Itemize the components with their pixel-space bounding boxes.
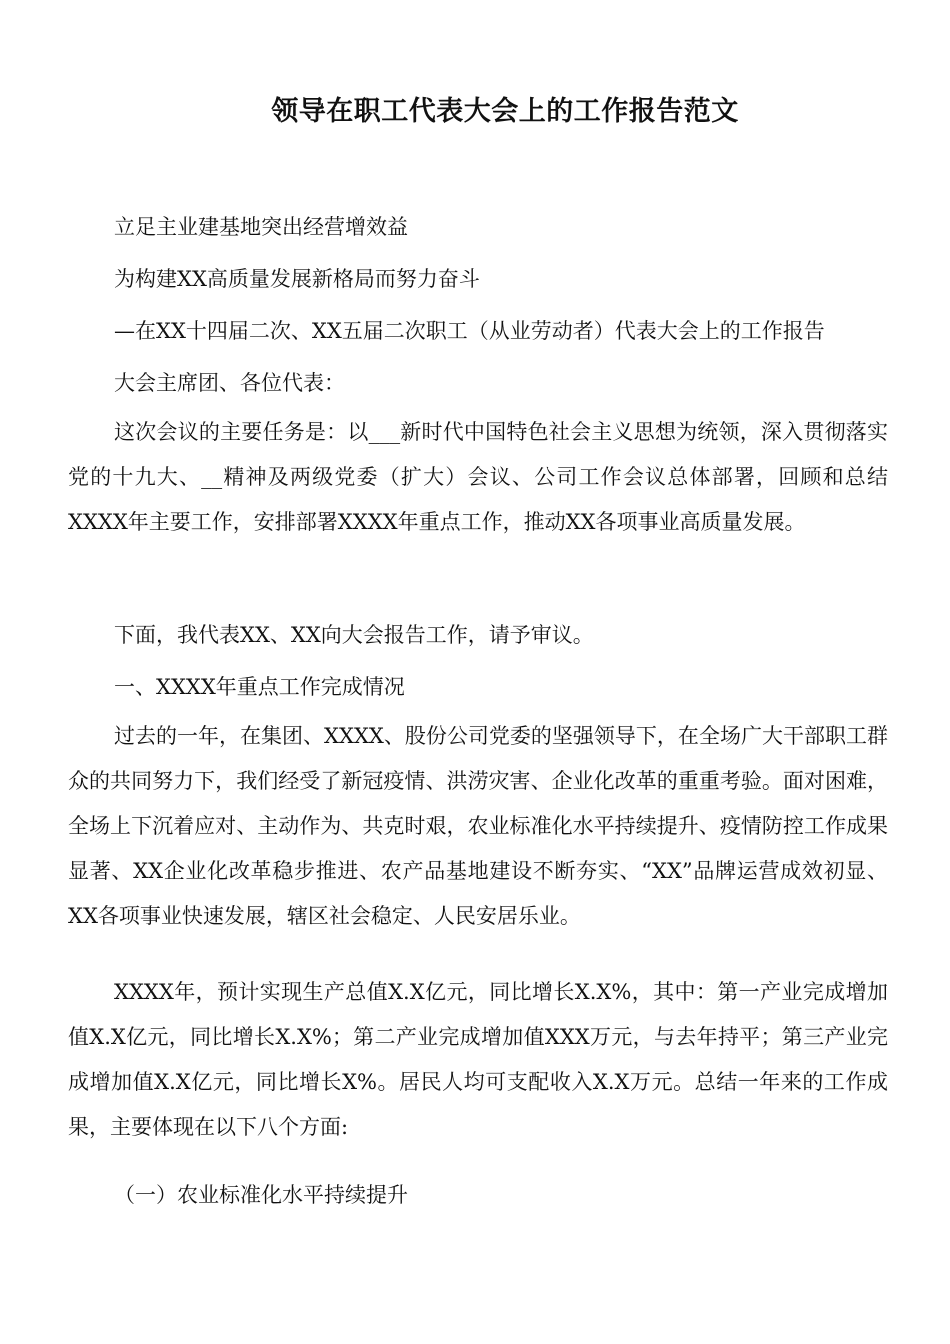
subsection-heading-1: （一）农业标准化水平持续提升 [114, 1183, 408, 1207]
document-title: 领导在职工代表大会上的工作报告范文 [271, 96, 739, 127]
salutation: 大会主席团、各位代表： [114, 371, 345, 395]
paragraph-meeting-tasks: 这次会议的主要任务是：以___新时代中国特色社会主义思想为统领，深入贯彻落实党的十九大、__精神及两级党委（扩大）会议、公司工作会议总体部署，回顾和总结XXXX年主要工作，安排部署XXXX年重点工作，推动XX各项事业高质量发展。 [68, 420, 888, 534]
heading-line-1: 立足主业建基地突出经营增效益 [114, 215, 408, 239]
heading-line-3: —在XX十四届二次、XX五届二次职工（从业劳动者）代表大会上的工作报告 [114, 319, 825, 343]
paragraph-past-year: 过去的一年，在集团、XXXX、股份公司党委的坚强领导下，在全场广大干部职工群众的共同努力下，我们经受了新冠疫情、洪涝灾害、企业化改革的重重考验。面对困难，全场上下沉着应对、主动作为、共克时艰，农业标准化水平持续提升、疫情防控工作成果显著、XX企业化改革稳步推进、农产品基地建设不断夯实、“XX”品牌运营成效初显、XX各项事业快速发展，辖区社会稳定、人民安居乐业。 [68, 724, 888, 928]
paragraph-report-intro: 下面，我代表XX、XX向大会报告工作，请予审议。 [114, 623, 594, 647]
section-heading-1: 一、XXXX年重点工作完成情况 [114, 675, 405, 699]
heading-line-2: 为构建XX高质量发展新格局而努力奋斗 [114, 267, 480, 291]
paragraph-economic-results: XXXX年，预计实现生产总值X.X亿元，同比增长X.X%，其中：第一产业完成增加值X.X亿元，同比增长X.X%；第二产业完成增加值XXX万元，与去年持平；第三产业完成增加值X.X亿元，同比增长X%。居民人均可支配收入X.X万元。总结一年来的工作成果，主要体现在以下八个方面: [68, 980, 888, 1139]
